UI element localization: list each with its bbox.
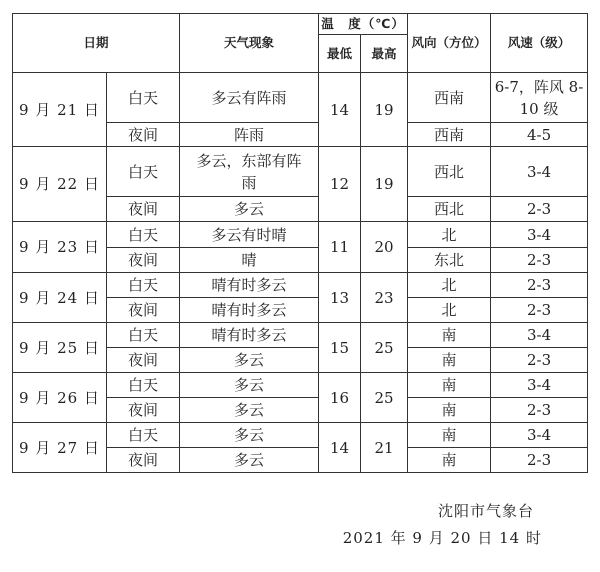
wind-direction-cell: 东北 <box>408 248 491 273</box>
temp-low-cell: 14 <box>319 73 361 147</box>
wind-speed-cell: 2-3 <box>491 248 588 273</box>
wind-direction-cell: 南 <box>408 373 491 398</box>
wind-direction-cell: 西南 <box>408 73 491 123</box>
weather-cell: 晴 <box>180 248 319 273</box>
wind-direction-cell: 西北 <box>408 147 491 197</box>
wind-speed-cell: 4-5 <box>491 123 588 147</box>
table-row <box>13 147 588 197</box>
table-row <box>13 273 588 298</box>
table-row <box>13 222 588 248</box>
date-cell: 9 月 26 日 <box>13 373 107 423</box>
wind-speed-cell: 3-4 <box>491 323 588 348</box>
period-cell: 夜间 <box>107 197 180 222</box>
weather-cell: 晴有时多云 <box>180 323 319 348</box>
wind-direction-cell: 北 <box>408 298 491 323</box>
wind-speed-cell: 2-3 <box>491 197 588 222</box>
wind-direction-cell: 西南 <box>408 123 491 147</box>
header-temperature: 温 度（℃） <box>319 14 408 35</box>
weather-cell: 多云 <box>180 197 319 222</box>
weather-cell: 晴有时多云 <box>180 298 319 323</box>
temp-low-cell: 14 <box>319 423 361 473</box>
temp-low-cell: 12 <box>319 147 361 222</box>
weather-cell: 晴有时多云 <box>180 273 319 298</box>
temp-high-cell: 25 <box>361 323 408 373</box>
table-row <box>13 423 588 448</box>
temp-low-cell: 16 <box>319 373 361 423</box>
weather-cell: 多云 <box>180 448 319 473</box>
weather-cell: 多云 <box>180 398 319 423</box>
issue-timestamp: 2021 年 9 月 20 日 14 时 <box>342 529 542 547</box>
temp-low-cell: 11 <box>319 222 361 273</box>
period-cell: 白天 <box>107 273 180 298</box>
header-weather: 天气现象 <box>180 14 319 73</box>
forecast-table <box>12 13 588 473</box>
period-cell: 白天 <box>107 222 180 248</box>
header-temp-high: 最高 <box>361 35 408 73</box>
wind-speed-cell: 3-4 <box>491 222 588 248</box>
period-cell: 夜间 <box>107 398 180 423</box>
period-cell: 白天 <box>107 323 180 348</box>
wind-direction-cell: 南 <box>408 323 491 348</box>
weather-cell: 阵雨 <box>180 123 319 147</box>
header-date: 日期 <box>13 14 180 73</box>
temp-high-cell: 21 <box>361 423 408 473</box>
wind-direction-cell: 南 <box>408 423 491 448</box>
temp-low-cell: 13 <box>319 273 361 323</box>
weather-cell: 多云 <box>180 348 319 373</box>
period-cell: 夜间 <box>107 298 180 323</box>
header-wind-direction: 风向（方位） <box>408 14 491 73</box>
forecast-body <box>13 73 588 473</box>
weather-cell: 多云 <box>180 373 319 398</box>
wind-speed-cell: 2-3 <box>491 273 588 298</box>
temp-high-cell: 20 <box>361 222 408 273</box>
date-cell: 9 月 27 日 <box>13 423 107 473</box>
date-cell: 9 月 21 日 <box>13 73 107 147</box>
table-row <box>13 323 588 348</box>
date-cell: 9 月 25 日 <box>13 323 107 373</box>
header-temp-low: 最低 <box>319 35 361 73</box>
table-row <box>13 73 588 123</box>
table-row <box>13 373 588 398</box>
wind-speed-cell: 2-3 <box>491 348 588 373</box>
wind-direction-cell: 北 <box>408 273 491 298</box>
date-cell: 9 月 23 日 <box>13 222 107 273</box>
period-cell: 夜间 <box>107 248 180 273</box>
weather-cell: 多云 <box>180 423 319 448</box>
period-cell: 夜间 <box>107 348 180 373</box>
wind-speed-cell: 6-7，阵风 8-10 级 <box>491 73 588 123</box>
wind-direction-cell: 南 <box>408 348 491 373</box>
temp-low-cell: 15 <box>319 323 361 373</box>
wind-direction-cell: 南 <box>408 448 491 473</box>
issuer-label: 沈阳市气象台 <box>437 502 534 520</box>
wind-speed-cell: 2-3 <box>491 448 588 473</box>
period-cell: 夜间 <box>107 448 180 473</box>
wind-speed-cell: 2-3 <box>491 398 588 423</box>
period-cell: 白天 <box>107 73 180 123</box>
wind-speed-cell: 3-4 <box>491 147 588 197</box>
temp-high-cell: 25 <box>361 373 408 423</box>
period-cell: 夜间 <box>107 123 180 147</box>
temp-high-cell: 23 <box>361 273 408 323</box>
temp-high-cell: 19 <box>361 73 408 147</box>
wind-direction-cell: 北 <box>408 222 491 248</box>
wind-speed-cell: 3-4 <box>491 373 588 398</box>
wind-direction-cell: 南 <box>408 398 491 423</box>
weather-cell: 多云，东部有阵雨 <box>180 147 319 197</box>
wind-direction-cell: 西北 <box>408 197 491 222</box>
wind-speed-cell: 3-4 <box>491 423 588 448</box>
header-wind-speed: 风速（级） <box>491 14 588 73</box>
wind-speed-cell: 2-3 <box>491 298 588 323</box>
temp-high-cell: 19 <box>361 147 408 222</box>
date-cell: 9 月 24 日 <box>13 273 107 323</box>
date-cell: 9 月 22 日 <box>13 147 107 222</box>
period-cell: 白天 <box>107 423 180 448</box>
weather-cell: 多云有阵雨 <box>180 73 319 123</box>
period-cell: 白天 <box>107 147 180 197</box>
period-cell: 白天 <box>107 373 180 398</box>
weather-cell: 多云有时晴 <box>180 222 319 248</box>
